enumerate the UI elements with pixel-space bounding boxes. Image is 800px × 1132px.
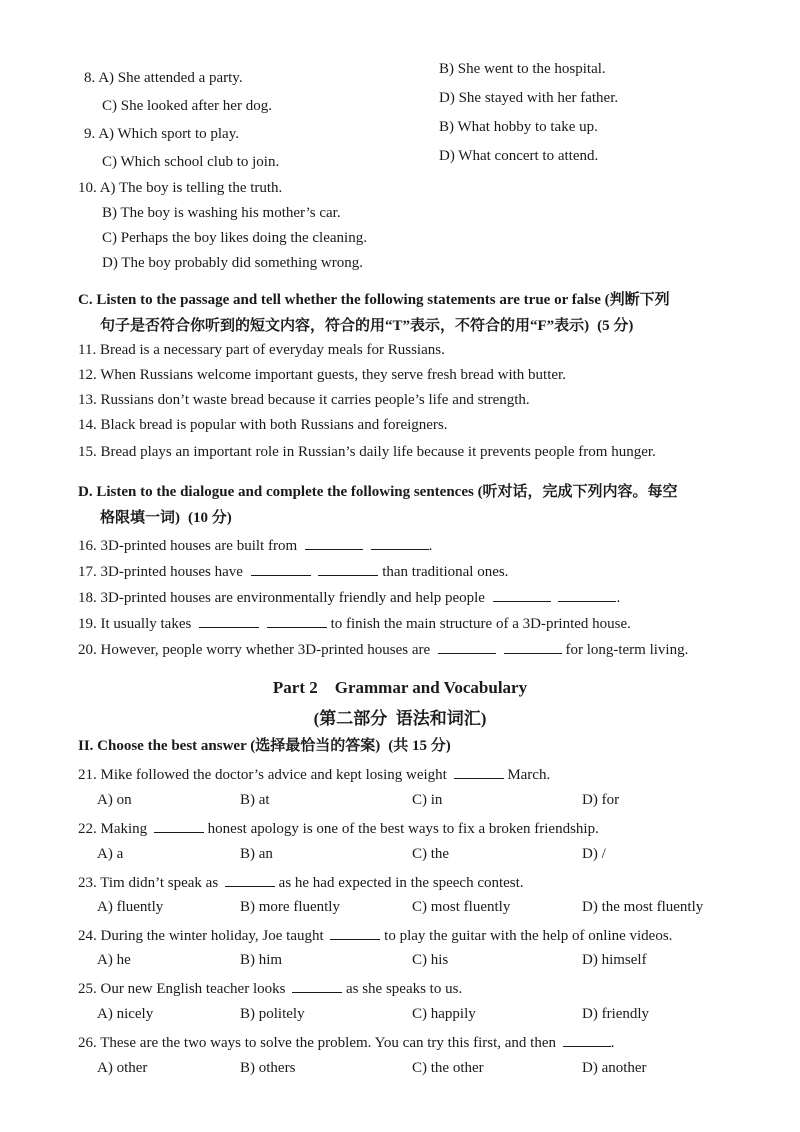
q10-option-c: C) Perhaps the boy likes doing the cleaning. <box>102 230 367 246</box>
q19-blank-1[interactable] <box>199 614 259 628</box>
part2-title: Part 2 Grammar and Vocabulary <box>272 678 528 697</box>
q21-option-a[interactable]: A) on <box>97 792 132 808</box>
q16-blank-2[interactable] <box>371 536 429 550</box>
section-d-instruction: 格限填一词) <box>100 510 180 526</box>
q21-option-d[interactable]: D) for <box>582 792 620 808</box>
q23-text: 23. Tim didn’t speak as <box>78 875 219 891</box>
q24-option-c[interactable]: C) his <box>412 952 449 968</box>
q25-option-d[interactable]: D) friendly <box>582 1006 650 1022</box>
q9-option-b: B) What hobby to take up. <box>439 119 598 135</box>
q9-option-d: D) What concert to attend. <box>439 148 599 164</box>
q22-option-d[interactable]: D) / <box>582 846 606 862</box>
q20-end: for long-term living. <box>565 642 689 658</box>
q22-blank[interactable] <box>154 819 204 833</box>
q23-option-b[interactable]: B) more fluently <box>240 899 340 915</box>
q10-option-a-text: A) The boy is telling the truth. <box>99 180 283 196</box>
q10-number: 10. <box>78 180 97 196</box>
q24-end: to play the guitar with the help of online videos. <box>384 928 673 944</box>
question-22 <box>78 819 599 838</box>
section-d-heading-line2 <box>100 510 232 527</box>
q9-number: 9. <box>84 126 96 142</box>
q24-text: 24. During the winter holiday, Joe taught <box>78 928 324 944</box>
question-26 <box>78 1033 614 1052</box>
question-21 <box>78 765 550 784</box>
q20-text: 20. However, people worry whether 3D-printed houses are <box>78 642 431 658</box>
q16-blank-1[interactable] <box>305 536 363 550</box>
q21-option-b[interactable]: B) at <box>240 792 270 808</box>
statement-11: 11. Bread is a necessary part of everyday meals for Russians. <box>78 342 445 358</box>
q26-option-a[interactable]: A) other <box>97 1060 148 1076</box>
question-24 <box>78 926 672 945</box>
question-23 <box>78 873 524 892</box>
q9-option-a <box>84 126 239 143</box>
q23-option-d[interactable]: D) the most fluently <box>582 899 704 915</box>
q26-end: . <box>610 1035 615 1051</box>
q19-end: to finish the main structure of a 3D-printed house. <box>330 616 631 632</box>
q22-option-a[interactable]: A) a <box>97 846 124 862</box>
question-17 <box>78 562 508 581</box>
q18-text: 18. 3D-printed houses are environmentally friendly and help people <box>78 590 485 606</box>
q23-end: as he had expected in the speech contest. <box>278 875 524 891</box>
q26-option-d[interactable]: D) another <box>582 1060 647 1076</box>
question-18 <box>78 588 620 607</box>
q16-end: . <box>428 538 433 554</box>
q23-option-a[interactable]: A) fluently <box>97 899 164 915</box>
q21-end: March. <box>507 767 551 783</box>
q24-option-d[interactable]: D) himself <box>582 952 647 968</box>
q20-blank-1[interactable] <box>438 640 496 654</box>
q22-option-c[interactable]: C) the <box>412 846 450 862</box>
q24-option-a[interactable]: A) he <box>97 952 131 968</box>
q19-blank-2[interactable] <box>267 614 327 628</box>
q25-option-c[interactable]: C) happily <box>412 1006 476 1022</box>
section-ii-heading <box>78 738 451 755</box>
q18-blank-2[interactable] <box>558 588 616 602</box>
section-c-heading-line1: C. Listen to the passage and tell whether the following statements are true or false (判断下列 <box>78 292 670 308</box>
q23-option-c[interactable]: C) most fluently <box>412 899 511 915</box>
q25-text: 25. Our new English teacher looks <box>78 981 286 997</box>
statement-12: 12. When Russians welcome important guests, they serve fresh bread with butter. <box>78 367 566 383</box>
q22-text: 22. Making <box>78 821 148 837</box>
q24-blank[interactable] <box>330 926 380 940</box>
q23-blank[interactable] <box>225 873 275 887</box>
q8-option-a-text: A) She attended a party. <box>98 70 243 86</box>
q10-option-d: D) The boy probably did something wrong. <box>102 255 363 271</box>
question-20 <box>78 640 688 659</box>
q24-option-b[interactable]: B) him <box>240 952 283 968</box>
q26-blank[interactable] <box>563 1033 611 1047</box>
question-16 <box>78 536 432 555</box>
section-d-score: (10 分) <box>188 510 232 526</box>
q8-number: 8. <box>84 70 96 86</box>
statement-14: 14. Black bread is popular with both Russians and foreigners. <box>78 417 448 433</box>
q25-blank[interactable] <box>292 979 342 993</box>
q10-option-b: B) The boy is washing his mother’s car. <box>102 205 341 221</box>
q21-text: 21. Mike followed the doctor’s advice and kept losing weight <box>78 767 447 783</box>
q22-end: honest apology is one of the best ways to fix a broken friendship. <box>207 821 599 837</box>
q25-option-a[interactable]: A) nicely <box>97 1006 154 1022</box>
q18-blank-1[interactable] <box>493 588 551 602</box>
section-d-heading-line1: D. Listen to the dialogue and complete the following sentences (听对话，完成下列内容。每空 <box>78 484 678 500</box>
question-25 <box>78 979 462 998</box>
section-c-heading-line2 <box>100 318 633 335</box>
q8-option-d: D) She stayed with her father. <box>439 90 619 106</box>
q9-option-a-text: A) Which sport to play. <box>98 126 239 142</box>
q21-blank[interactable] <box>454 765 504 779</box>
q8-option-a <box>84 70 243 87</box>
part2-subtitle: (第二部分 语法和词汇) <box>313 709 487 728</box>
q18-end: . <box>616 590 621 606</box>
q17-blank-1[interactable] <box>251 562 311 576</box>
q19-text: 19. It usually takes <box>78 616 192 632</box>
q16-text: 16. 3D-printed houses are built from <box>78 538 298 554</box>
q21-option-c[interactable]: C) in <box>412 792 443 808</box>
statement-15: 15. Bread plays an important role in Russian’s daily life because it prevents people from hunger. <box>78 444 656 460</box>
section-c-score: (5 分) <box>597 318 634 334</box>
section-c-instruction: 句子是否符合你听到的短文内容，符合的用“T”表示，不符合的用“F”表示) <box>100 318 590 334</box>
q25-end: as she speaks to us. <box>345 981 463 997</box>
section-ii-instruction: II. Choose the best answer (选择最恰当的答案) <box>78 738 381 754</box>
q26-text: 26. These are the two ways to solve the problem. You can try this first, and then <box>78 1035 556 1051</box>
q17-blank-2[interactable] <box>318 562 378 576</box>
q25-option-b[interactable]: B) politely <box>240 1006 305 1022</box>
q9-option-c: C) Which school club to join. <box>102 154 280 170</box>
q17-text: 17. 3D-printed houses have <box>78 564 243 580</box>
q22-option-b[interactable]: B) an <box>240 846 273 862</box>
q26-option-c[interactable]: C) the other <box>412 1060 484 1076</box>
q8-option-c: C) She looked after her dog. <box>102 98 272 114</box>
q8-option-b: B) She went to the hospital. <box>439 61 606 77</box>
section-ii-score: (共 15 分) <box>388 738 451 754</box>
q10-option-a <box>78 180 282 197</box>
q20-blank-2[interactable] <box>504 640 562 654</box>
q17-end: than traditional ones. <box>382 564 509 580</box>
statement-13: 13. Russians don’t waste bread because it carries people’s life and strength. <box>78 392 530 408</box>
q26-option-b[interactable]: B) others <box>240 1060 296 1076</box>
question-19 <box>78 614 631 633</box>
